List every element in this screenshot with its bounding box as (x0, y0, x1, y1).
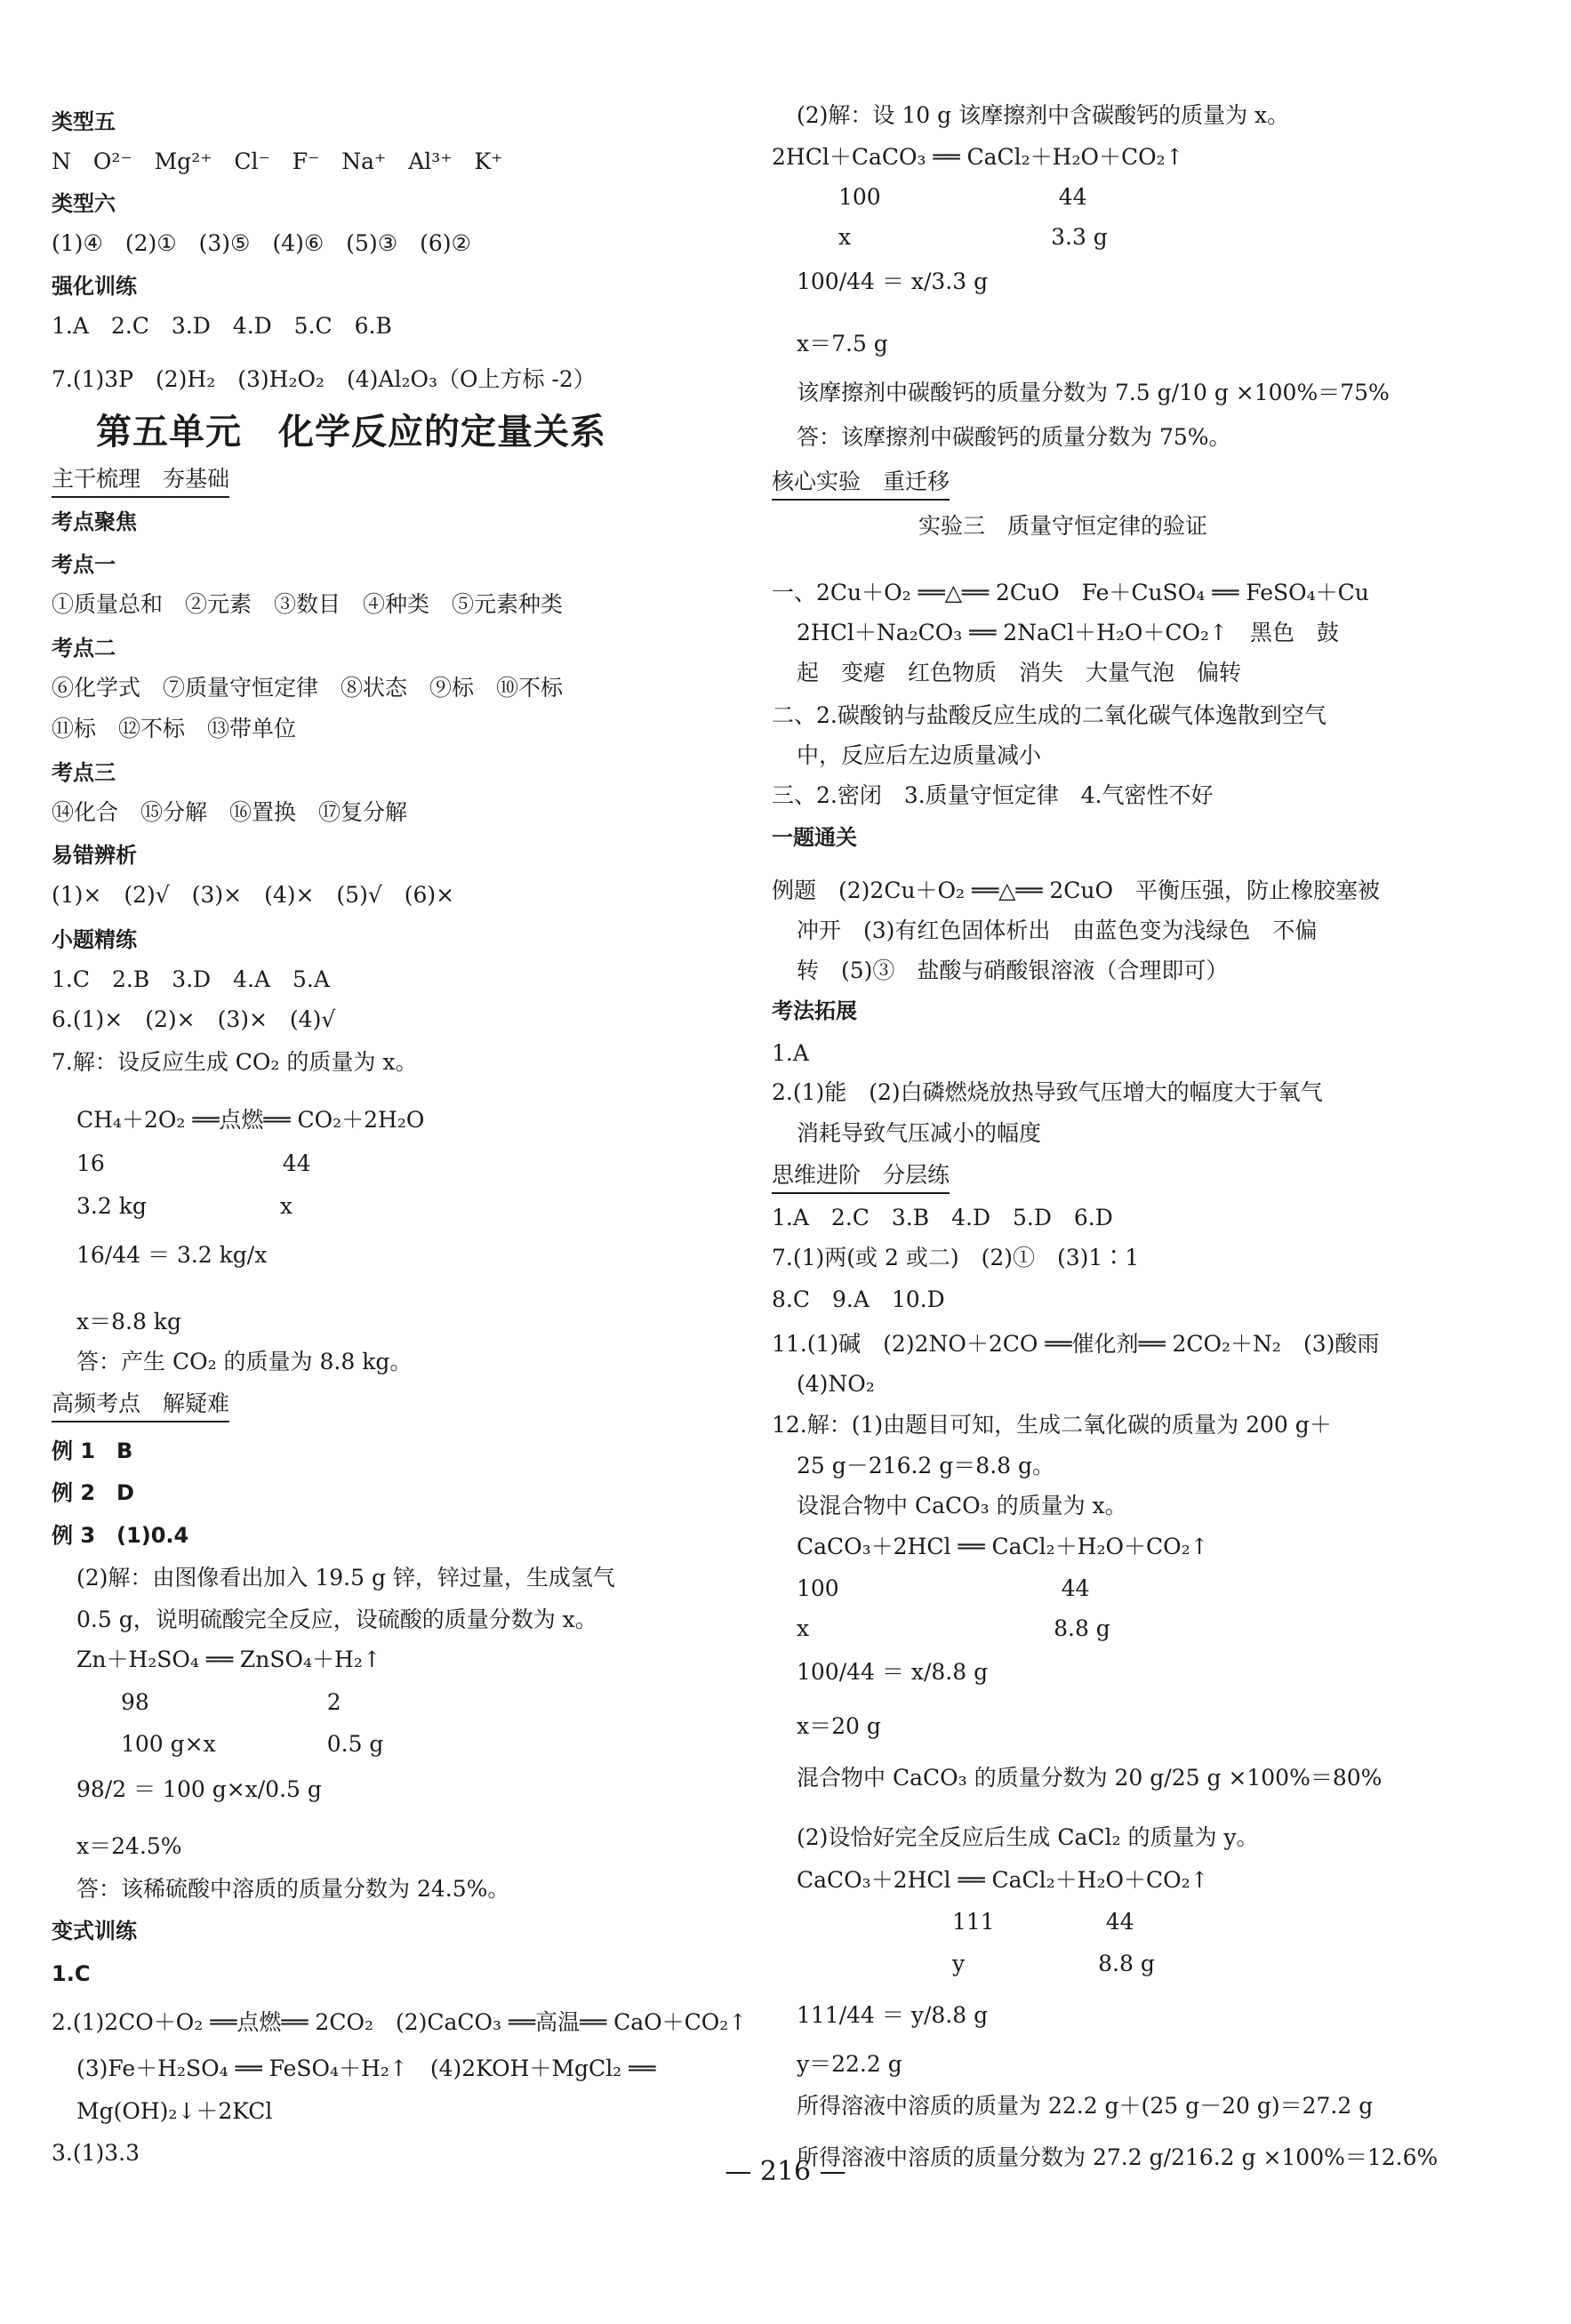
left-line-31: 例 2 D (52, 1480, 134, 1505)
left-line-4: 强化训练 (52, 274, 137, 299)
right-line-31: 25 g－216.2 g＝8.8 g。 (797, 1453, 1054, 1479)
left-line-42: 1.C (52, 1961, 91, 1986)
right-line-13: 二、2.碳酸钠与盐酸反应生成的二氧化碳气体逸散到空气 (772, 702, 1327, 728)
right-line-43: 111/44 ＝ y/8.8 g (797, 2002, 989, 2028)
right-line-32: 设混合物中 CaCO₃ 的质量为 x。 (797, 1493, 1127, 1519)
right-line-36: 100/44 ＝ x/8.8 g (797, 1659, 989, 1685)
right-line-19: 转 (5)③ 盐酸与硝酸银溶液（合理即可） (797, 958, 1229, 983)
right-line-44: y＝22.2 g (797, 2051, 902, 2077)
left-line-12: 考点二 (52, 636, 116, 661)
right-line-28: 11.(1)碱 (2)2NO＋2CO ══催化剂══ 2CO₂＋N₂ (3)酸雨 (772, 1331, 1380, 1357)
left-line-43: 2.(1)2CO＋O₂ ══点燃══ 2CO₂ (2)CaCO₃ ══高温══ CaO＋CO₂↑ (52, 2009, 748, 2035)
right-line-33: CaCO₃＋2HCl ══ CaCl₂＋H₂O＋CO₂↑ (797, 1534, 1209, 1559)
right-line-4: 100/44 ＝ x/3.3 g (797, 268, 989, 294)
left-line-11: ①质量总和 ②元素 ③数目 ④种类 ⑤元素种类 (52, 591, 564, 617)
left-line-30: 例 1 B (52, 1438, 133, 1463)
right-line-37: x＝20 g (797, 1713, 881, 1739)
right-line-23: 消耗导致气压减小的幅度 (797, 1120, 1042, 1146)
left-line-35: Zn＋H₂SO₄ ══ ZnSO₄＋H₂↑ (76, 1647, 381, 1672)
right-line-25: 1.A 2.C 3.B 4.D 5.D 6.D (772, 1205, 1113, 1230)
left-line-22: 7.解：设反应生成 CO₂ 的质量为 x。 (52, 1049, 418, 1075)
right-line-39: (2)设恰好完全反应后生成 CaCl₂ 的质量为 y。 (797, 1824, 1259, 1850)
right-line-3: x 3.3 g (772, 224, 1108, 250)
left-line-45: Mg(OH)₂↓＋2KCl (76, 2098, 273, 2124)
right-line-12: 起 变瘪 红色物质 消失 大量气泡 偏转 (797, 660, 1242, 685)
left-line-7: 第五单元 化学反应的定量关系 (96, 411, 606, 453)
right-line-38: 混合物中 CaCO₃ 的质量分数为 20 g/25 g ×100%＝80% (797, 1765, 1383, 1791)
right-line-27: 8.C 9.A 10.D (772, 1286, 945, 1312)
right-line-14: 中，反应后左边质量减小 (797, 742, 1042, 768)
right-line-2: 100 44 (772, 184, 1087, 210)
left-line-29: 高频考点 解疑难 (52, 1389, 229, 1422)
right-line-30: 12.解：(1)由题目可知，生成二氧化碳的质量为 200 g＋ (772, 1412, 1332, 1438)
left-line-10: 考点一 (52, 552, 116, 577)
left-line-34: 0.5 g，说明硫酸完全反应，设硫酸的质量分数为 x。 (76, 1607, 597, 1632)
right-line-45: 所得溶液中溶质的质量为 22.2 g＋(25 g－20 g)＝27.2 g (797, 2093, 1374, 2119)
left-line-23: CH₄＋2O₂ ══点燃══ CO₂＋2H₂O (76, 1107, 425, 1133)
right-line-34: 100 44 (797, 1575, 1090, 1601)
right-line-17: 例题 (2)2Cu＋O₂ ══△══ 2CuO 平衡压强，防止橡胶塞被 (772, 878, 1381, 903)
left-line-6: 7.(1)3P (2)H₂ (3)H₂O₂ (4)Al₂O₃（O上方标 -2） (52, 366, 596, 392)
left-line-37: 100 g×x 0.5 g (76, 1731, 384, 1757)
left-line-44: (3)Fe＋H₂SO₄ ══ FeSO₄＋H₂↑ (4)2KOH＋MgCl₂ ══ (76, 2056, 656, 2081)
left-line-40: 答：该稀硫酸中溶质的质量分数为 24.5%。 (76, 1876, 510, 1902)
right-line-42: y 8.8 g (797, 1951, 1155, 1976)
right-line-5: x＝7.5 g (797, 331, 888, 357)
left-line-20: 1.C 2.B 3.D 4.A 5.A (52, 966, 330, 992)
left-line-28: 答：产生 CO₂ 的质量为 8.8 kg。 (76, 1349, 413, 1374)
left-line-9: 考点聚焦 (52, 509, 137, 534)
left-line-41: 变式训练 (52, 1919, 137, 1943)
right-line-46: 所得溶液中溶质的质量分数为 27.2 g/216.2 g ×100%＝12.6% (797, 2144, 1439, 2170)
left-line-8: 主干梳理 夯基础 (52, 464, 229, 498)
right-line-40: CaCO₃＋2HCl ══ CaCl₂＋H₂O＋CO₂↑ (797, 1867, 1209, 1893)
left-line-1: N O²⁻ Mg²⁺ Cl⁻ F⁻ Na⁺ Al³⁺ K⁺ (52, 148, 503, 174)
left-line-13: ⑥化学式 ⑦质量守恒定律 ⑧状态 ⑨标 ⑩不标 (52, 675, 564, 701)
right-line-15: 三、2.密闭 3.质量守恒定律 4.气密性不好 (772, 782, 1214, 808)
right-line-8: 核心实验 重迁移 (772, 467, 950, 501)
right-line-29: (4)NO₂ (797, 1371, 875, 1397)
right-line-11: 2HCl＋Na₂CO₃ ══ 2NaCl＋H₂O＋CO₂↑ 黑色 鼓 (797, 620, 1339, 645)
right-line-35: x 8.8 g (797, 1615, 1110, 1641)
left-line-33: (2)解：由图像看出加入 19.5 g 锌，锌过量，生成氢气 (76, 1565, 615, 1591)
right-line-22: 2.(1)能 (2)白磷燃烧放热导致气压增大的幅度大于氧气 (772, 1079, 1323, 1105)
left-line-14: ⑪标 ⑫不标 ⑬带单位 (52, 716, 297, 741)
page-number: — 216 — (725, 2156, 846, 2187)
left-line-19: 小题精练 (52, 927, 137, 952)
right-line-0: (2)解：设 10 g 该摩擦剂中含碳酸钙的质量为 x。 (797, 102, 1290, 128)
left-line-46: 3.(1)3.3 (52, 2140, 140, 2166)
left-line-0: 类型五 (52, 109, 116, 134)
left-line-5: 1.A 2.C 3.D 4.D 5.C 6.B (52, 313, 392, 339)
right-line-16: 一题通关 (772, 825, 857, 850)
right-line-18: 冲开 (3)有红色固体析出 由蓝色变为浅绿色 不偏 (797, 918, 1318, 943)
left-line-16: ⑭化合 ⑮分解 ⑯置换 ⑰复分解 (52, 799, 408, 825)
left-line-25: 3.2 kg x (76, 1193, 293, 1219)
left-line-24: 16 44 (76, 1150, 311, 1176)
left-line-3: (1)④ (2)① (3)⑤ (4)⑥ (5)③ (6)② (52, 230, 471, 256)
left-line-39: x＝24.5% (76, 1833, 182, 1859)
left-line-2: 类型六 (52, 191, 116, 216)
right-line-7: 答：该摩擦剂中碳酸钙的质量分数为 75%。 (797, 424, 1231, 450)
right-line-26: 7.(1)两(或 2 或二) (2)① (3)1∶1 (772, 1245, 1140, 1270)
right-line-9: 实验三 质量守恒定律的验证 (918, 513, 1208, 539)
right-line-21: 1.A (772, 1040, 809, 1066)
left-line-21: 6.(1)× (2)× (3)× (4)√ (52, 1006, 336, 1032)
right-line-20: 考法拓展 (772, 998, 857, 1023)
left-line-26: 16/44 ＝ 3.2 kg/x (76, 1242, 268, 1268)
right-line-41: 111 44 (797, 1909, 1134, 1935)
right-line-6: 该摩擦剂中碳酸钙的质量分数为 7.5 g/10 g ×100%＝75% (797, 380, 1390, 405)
right-line-24: 思维进阶 分层练 (772, 1160, 950, 1194)
left-line-17: 易错辨析 (52, 843, 137, 868)
left-line-15: 考点三 (52, 760, 116, 785)
left-line-36: 98 2 (76, 1689, 341, 1715)
left-line-27: x＝8.8 kg (76, 1309, 181, 1334)
left-line-38: 98/2 ＝ 100 g×x/0.5 g (76, 1776, 322, 1802)
right-line-10: 一、2Cu＋O₂ ══△══ 2CuO Fe＋CuSO₄ ══ FeSO₄＋Cu (772, 580, 1369, 605)
left-line-32: 例 3 (1)0.4 (52, 1523, 189, 1548)
left-line-18: (1)× (2)√ (3)× (4)× (5)√ (6)× (52, 882, 455, 908)
right-line-1: 2HCl＋CaCO₃ ══ CaCl₂＋H₂O＋CO₂↑ (772, 144, 1184, 170)
